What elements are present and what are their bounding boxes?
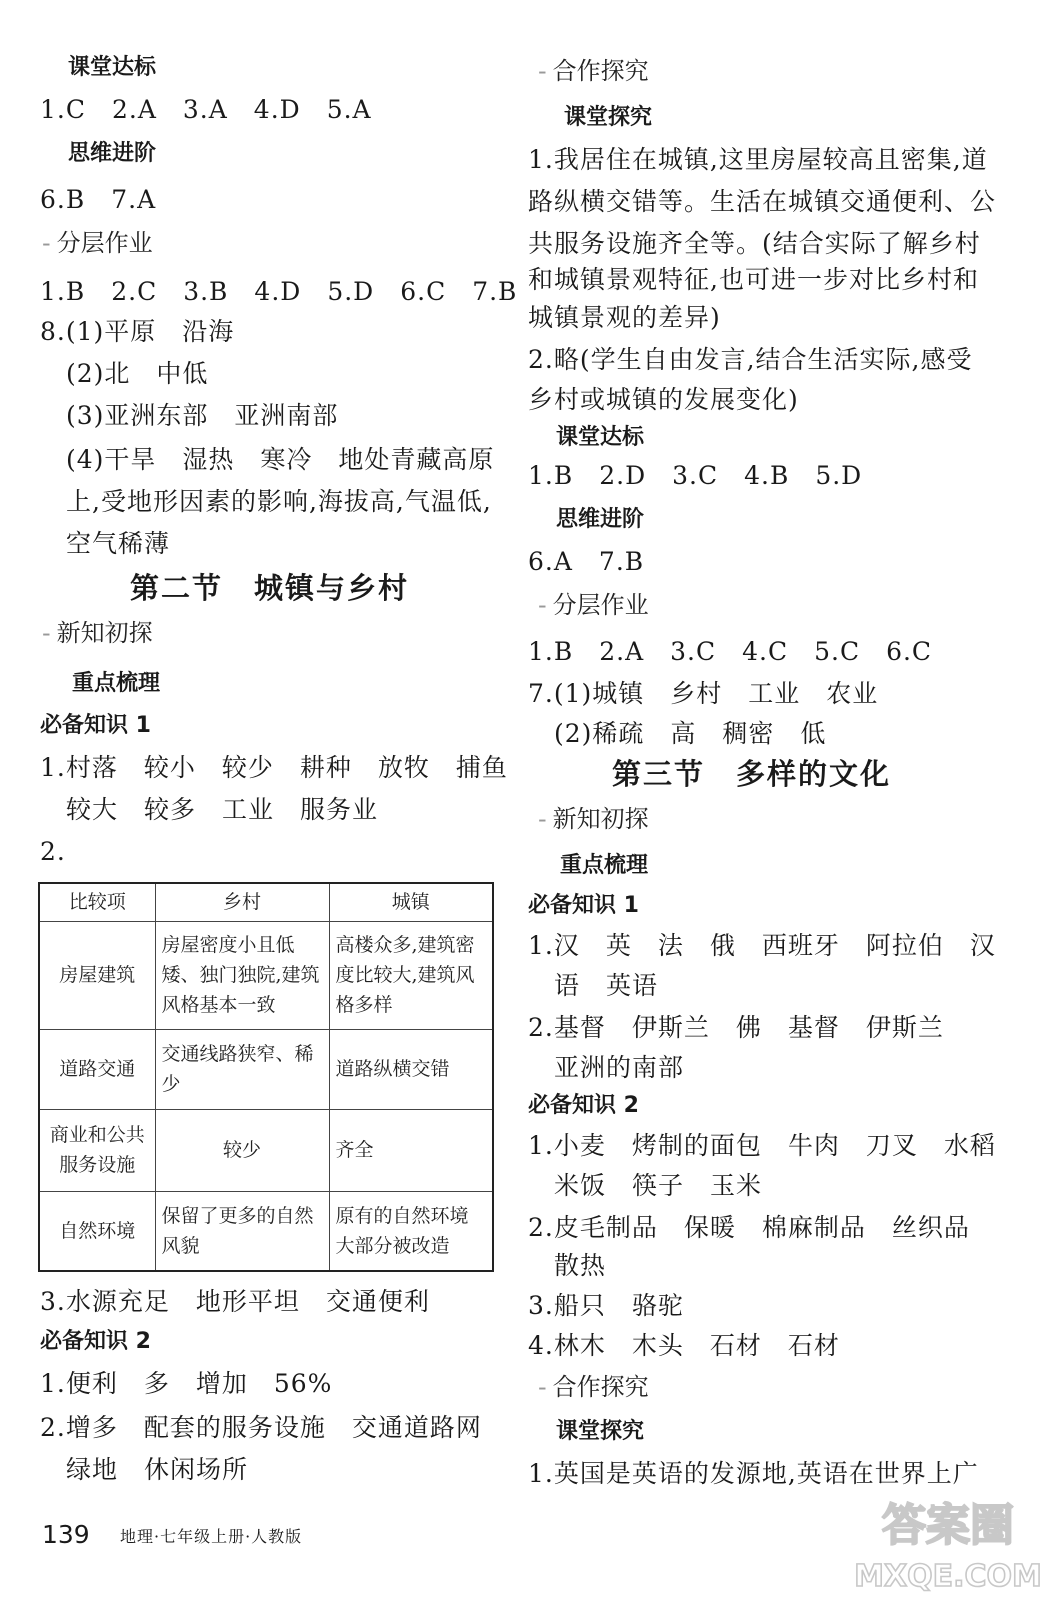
table-row [39, 1191, 493, 1271]
table-cell: 交通线路狭窄、稀少 [155, 1029, 329, 1109]
section-layered-homework: - 分层作业 [42, 229, 153, 257]
section-cooperative-inquiry: - 合作探究 [538, 1373, 649, 1401]
answer-line: 2.增多 配套的服务设施 交通道路网 [40, 1413, 482, 1442]
answer-line: 1.我居住在城镇,这里房屋较高且密集,道 [528, 145, 988, 174]
section-dash-icon: - [538, 591, 547, 619]
answer-line: 2.皮毛制品 保暖 棉麻制品 丝织品 [528, 1213, 970, 1242]
heading-required-knowledge-2: 必备知识 2 [528, 1093, 639, 1118]
answer-line: 空气稀薄 [66, 529, 171, 558]
table-cell: 房屋密度小且低矮、独门独院,建筑风格基本一致 [155, 921, 329, 1029]
heading-required-knowledge-1: 必备知识 1 [528, 893, 639, 918]
watermark-text-bottom: MXQE.COM [854, 1559, 1042, 1594]
table-cell: 较少 [155, 1109, 329, 1191]
answer-line: 亚洲的南部 [554, 1053, 685, 1082]
section-dash-icon: - [42, 229, 51, 257]
answer-line: 1.便利 多 增加 56% [40, 1369, 333, 1398]
table-header-row [39, 883, 493, 921]
section-dash-icon: - [538, 1373, 547, 1401]
answer-line: 1.C 2.A 3.A 4.D 5.A [40, 95, 372, 124]
table-cell: 道路交通 [39, 1029, 155, 1109]
answer-line: 2.略(学生自由发言,结合生活实际,感受 [528, 345, 973, 374]
answer-line: 1.B 2.C 3.B 4.D 5.D 6.C 7.B [40, 277, 518, 306]
answer-line: 散热 [554, 1251, 607, 1280]
answer-line: 6.B 7.A [40, 185, 157, 214]
answer-line: 共服务设施齐全等。(结合实际了解乡村 [528, 229, 981, 258]
chapter-title-section-2: 第二节 城镇与乡村 [130, 571, 410, 605]
answer-line: 3.船只 骆驼 [528, 1291, 684, 1320]
answer-line: 米饭 筷子 玉米 [554, 1171, 763, 1200]
watermark-logo [848, 1488, 1048, 1596]
heading-classroom-inquiry: 课堂探究 [556, 1419, 645, 1444]
answer-line: (2)北 中低 [66, 359, 209, 388]
table-row [39, 921, 493, 1029]
heading-classroom-standard: 课堂达标 [68, 55, 157, 80]
heading-thinking-advance: 思维进阶 [68, 141, 157, 166]
heading-thinking-advance: 思维进阶 [556, 507, 645, 532]
answer-line: 较大 较多 工业 服务业 [66, 795, 379, 824]
table-cell: 保留了更多的自然风貌 [155, 1191, 329, 1271]
heading-required-knowledge-1: 必备知识 1 [40, 713, 151, 738]
answer-line: 上,受地形因素的影响,海拔高,气温低, [66, 487, 492, 516]
answer-line: 路纵横交错等。生活在城镇交通便利、公 [528, 187, 997, 216]
table-cell: 道路纵横交错 [329, 1029, 493, 1109]
table-row [39, 1029, 493, 1109]
chapter-title-section-3: 第三节 多样的文化 [612, 757, 892, 791]
answer-line: (4)干旱 湿热 寒冷 地处青藏高原 [66, 445, 495, 474]
answer-line: 和城镇景观特征,也可进一步对比乡村和 [528, 265, 979, 294]
section-dash-icon: - [42, 619, 51, 647]
answer-line: 语 英语 [554, 971, 659, 1000]
table-row [39, 1109, 493, 1191]
heading-required-knowledge-2: 必备知识 2 [40, 1329, 151, 1354]
heading-classroom-standard: 课堂达标 [556, 425, 645, 450]
table-cell: 自然环境 [39, 1191, 155, 1271]
answer-line: 6.A 7.B [528, 547, 645, 576]
answer-line: 4.林木 木头 石材 石材 [528, 1331, 840, 1360]
answer-line: 2. [40, 837, 66, 866]
section-dash-icon: - [538, 805, 547, 833]
section-new-knowledge: - 新知初探 [538, 805, 649, 833]
answer-line: 2.基督 伊斯兰 佛 基督 伊斯兰 [528, 1013, 944, 1042]
book-info: 地理·七年级上册·人教版 [120, 1527, 303, 1546]
heading-key-points: 重点梳理 [560, 853, 649, 878]
table-header-cell: 比较项 [39, 883, 155, 921]
answer-line: (3)亚洲东部 亚洲南部 [66, 401, 339, 430]
watermark-text-top: 答案圈 [882, 1500, 1014, 1551]
table-cell: 齐全 [329, 1109, 493, 1191]
answer-line: 1.汉 英 法 俄 西班牙 阿拉伯 汉 [528, 931, 996, 960]
section-new-knowledge: - 新知初探 [42, 619, 153, 647]
answer-line: 8.(1)平原 沿海 [40, 317, 235, 346]
answer-line: 城镇景观的差异) [528, 303, 721, 332]
table-cell: 商业和公共服务设施 [39, 1109, 155, 1191]
answer-line: 3.水源充足 地形平坦 交通便利 [40, 1287, 430, 1316]
table-cell: 原有的自然环境大部分被改造 [329, 1191, 493, 1271]
answer-line: 7.(1)城镇 乡村 工业 农业 [528, 679, 879, 708]
table-cell: 房屋建筑 [39, 921, 155, 1029]
answer-line: 绿地 休闲场所 [66, 1455, 249, 1484]
section-dash-icon: - [538, 57, 547, 85]
table-header-cell: 乡村 [155, 883, 329, 921]
answer-line: 1.小麦 烤制的面包 牛肉 刀叉 水稻 [528, 1131, 996, 1160]
heading-key-points: 重点梳理 [72, 671, 161, 696]
page-number: 139 [42, 1520, 90, 1549]
table-cell: 高楼众多,建筑密度比较大,建筑风格多样 [329, 921, 493, 1029]
section-layered-homework: - 分层作业 [538, 591, 649, 619]
answer-line: 1.B 2.D 3.C 4.B 5.D [528, 461, 863, 490]
answer-line: (2)稀疏 高 稠密 低 [554, 719, 827, 748]
answer-line: 乡村或城镇的发展变化) [528, 385, 799, 414]
answer-line: 1.英国是英语的发源地,英语在世界上广 [528, 1459, 979, 1488]
answer-line: 1.村落 较小 较少 耕种 放牧 捕鱼 [40, 753, 508, 782]
heading-classroom-inquiry: 课堂探究 [564, 105, 653, 130]
table-header-cell: 城镇 [329, 883, 493, 921]
answer-line: 1.B 2.A 3.C 4.C 5.C 6.C [528, 637, 933, 666]
comparison-table [38, 882, 494, 1272]
section-cooperative-inquiry: - 合作探究 [538, 57, 649, 85]
